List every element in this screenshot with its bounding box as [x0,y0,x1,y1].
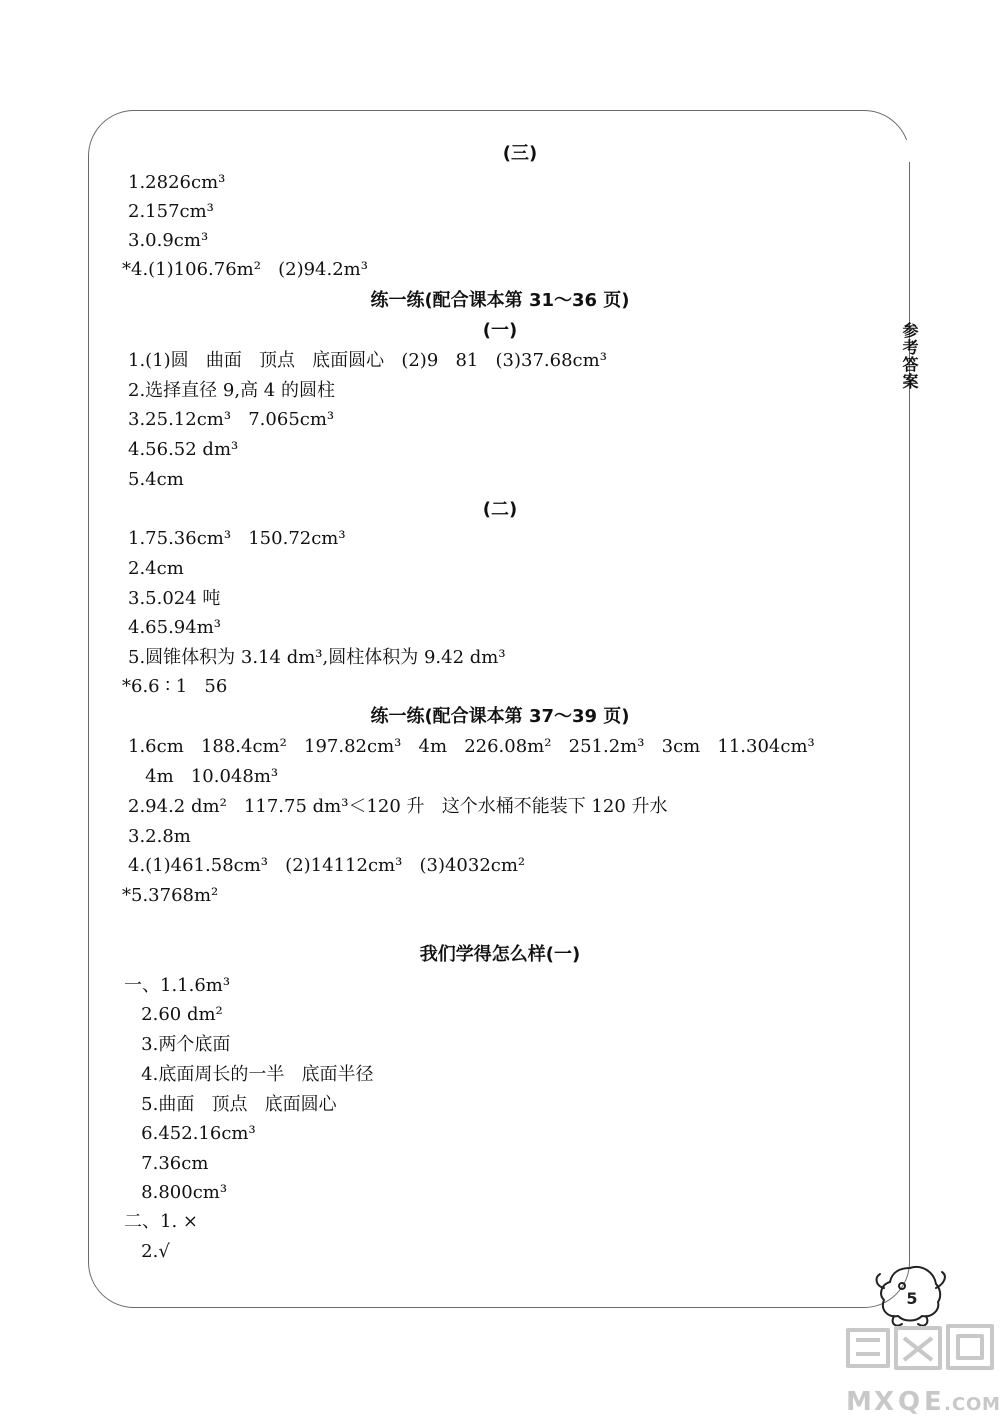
answer-line: 4.56.52 dm³ [128,439,239,460]
svg-text:M: M [846,1387,872,1417]
answer-line: 3.25.12cm³ 7.065cm³ [128,409,335,430]
svg-text:M: M [982,1394,1000,1415]
answer-line: 8.800cm³ [124,1182,228,1203]
answer-line: 4m 10.048m³ [128,766,279,787]
section-heading: 练一练(配合课本第 37～39 页) [370,706,630,727]
page-number: 5 [906,1289,918,1308]
answer-line: 1.2826cm³ [128,172,226,193]
answer-line: 一、1.1.6m³ [124,975,231,996]
answer-line: 3.5.024 吨 [128,588,221,609]
answer-line: *4.(1)106.76m² (2)94.2m³ [122,259,368,280]
svg-text:Q: Q [898,1387,921,1417]
answer-line: 1.6cm 188.4cm² 197.82cm³ 4m 226.08m² 251.2m³ 3cm 11.304cm³ [128,736,815,757]
answer-line: *5.3768m² [122,885,219,906]
answer-line: *6.6 ∶ 1 56 [122,676,228,697]
svg-text:C: C [952,1394,966,1415]
answer-line: 5.曲面 顶点 底面圆心 [124,1094,337,1115]
answer-line: 6.452.16cm³ [124,1123,256,1144]
answer-line: 2.60 dm² [124,1004,223,1025]
answer-line: 1.(1)圆 曲面 顶点 底面圆心 (2)9 81 (3)37.68cm³ [128,350,607,371]
answer-line: 二、1. × [124,1211,198,1232]
answer-line: 3.0.9cm³ [128,230,209,251]
answer-line: 7.36cm [124,1153,209,1174]
answer-line: 2.157cm³ [128,201,214,222]
side-label: 参考答案 [900,322,919,390]
answer-line: 4.(1)461.58cm³ (2)14112cm³ (3)4032cm² [128,855,526,876]
answer-line: 4.65.94m³ [128,617,221,638]
answer-line: 2.94.2 dm² 117.75 dm³＜120 升 这个水桶不能装下 120 升水 [128,796,668,817]
section-heading: (二) [482,499,518,520]
answer-line: 4.底面周长的一半 底面半径 [124,1064,374,1085]
answer-line: 2.选择直径 9,高 4 的圆柱 [128,380,335,401]
answer-line: 3.2.8m [128,826,191,847]
answer-line: 2.4cm [128,558,184,579]
svg-text:.: . [944,1394,951,1415]
section-heading: (三) [502,143,538,164]
answer-line: 5.4cm [128,469,184,490]
section-subheading: (一) [482,320,518,341]
answer-line: 1.75.36cm³ 150.72cm³ [128,528,346,549]
answer-line: 5.圆锥体积为 3.14 dm³,圆柱体积为 9.42 dm³ [128,647,506,668]
section-heading: 我们学得怎么样(一) [419,944,581,965]
svg-text:X: X [874,1387,895,1417]
answer-line: 2.√ [124,1241,170,1262]
watermark-logo [838,1310,1000,1426]
svg-text:E: E [924,1387,942,1417]
answer-line: 3.两个底面 [124,1034,231,1055]
section-heading: 练一练(配合课本第 31～36 页) [370,290,630,311]
svg-text:O: O [966,1394,982,1415]
